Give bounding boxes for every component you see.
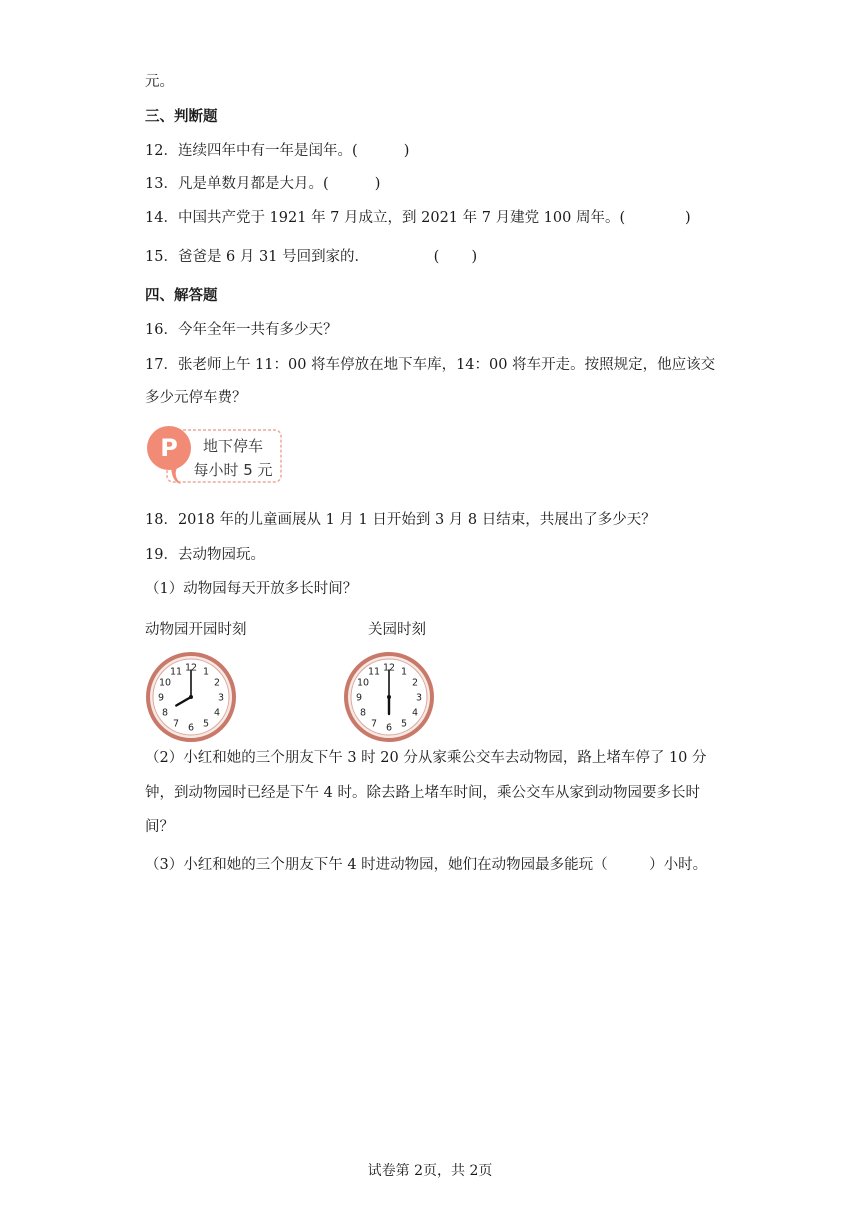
question-19-part1: （1）动物园每天开放多长时间？ — [145, 581, 358, 597]
clock-number: 5 — [400, 718, 408, 730]
question-19-part2-line3: 间？ — [145, 819, 174, 835]
question-19-part2-line2: 钟，到动物园时已经是下午 4 时。除去路上堵车时间，乘公交车从家到动物园要多长时 — [145, 785, 700, 801]
clock-number: 3 — [415, 692, 423, 704]
clock-number: 10 — [356, 677, 370, 689]
clock-face-open — [145, 651, 237, 743]
open-time-caption: 动物园开园时刻 — [145, 622, 247, 638]
clock-number: 4 — [213, 707, 221, 719]
question-19-part2-line1: （2）小红和她的三个朋友下午 3 时 20 分从家乘公交车去动物园，路上堵车停了 10 分 — [145, 750, 707, 766]
question-12: 12．连续四年中有一年是闰年。( ) — [145, 143, 410, 159]
question-13: 13．凡是单数月都是大月。( ) — [145, 176, 381, 192]
section-heading-judgement: 三、判断题 — [145, 108, 218, 125]
question-19-part3: （3）小红和她的三个朋友下午 4 时进动物园，她们在动物园最多能玩（ ）小时。 — [145, 857, 708, 873]
question-18: 18．2018 年的儿童画展从 1 月 1 日开始到 3 月 8 日结束，共展出了多少天？ — [145, 512, 656, 528]
clock-number: 6 — [187, 722, 195, 734]
parking-p-letter: P — [160, 434, 178, 462]
close-clock — [343, 651, 435, 743]
question-17-line2: 多少元停车费？ — [145, 390, 247, 406]
page-footer: 试卷第 2页，共 2页 — [367, 1163, 493, 1179]
clock-number: 11 — [367, 666, 381, 678]
clock-number: 3 — [217, 692, 225, 704]
question-15: 15．爸爸是 6 月 31 号回到家的． ( ) — [145, 249, 478, 265]
clock-number: 7 — [172, 718, 180, 730]
clock-number: 10 — [158, 677, 172, 689]
parking-sign-line2: 每小时 5 元 — [193, 461, 273, 479]
clock-number: 9 — [157, 692, 165, 704]
line-yuan: 元。 — [145, 74, 174, 90]
clock-number: 1 — [202, 666, 210, 678]
clock-number: 2 — [411, 677, 419, 689]
clock-number: 6 — [385, 722, 393, 734]
clock-number: 12 — [382, 662, 396, 674]
clock-number: 12 — [184, 662, 198, 674]
clock-number: 1 — [400, 666, 408, 678]
parking-sign-graphic — [145, 424, 285, 486]
clock-face-close — [343, 651, 435, 743]
parking-sign-line1: 地下停车 — [202, 437, 264, 455]
clock-number: 4 — [411, 707, 419, 719]
clock-number: 8 — [359, 707, 367, 719]
section-heading-solve: 四、解答题 — [145, 287, 218, 304]
question-17-line1: 17．张老师上午 11：00 将车停放在地下车库，14：00 将车开走。按照规定，他应该交 — [145, 357, 716, 373]
close-time-caption: 关园时刻 — [368, 622, 426, 638]
question-19: 19．去动物园玩。 — [145, 547, 265, 563]
clock-number: 5 — [202, 718, 210, 730]
open-clock — [145, 651, 237, 743]
question-14: 14．中国共产党于 1921 年 7 月成立，到 2021 年 7 月建党 100 周年。( ) — [145, 210, 691, 226]
parking-sign — [145, 424, 285, 486]
clock-number: 9 — [355, 692, 363, 704]
clock-number: 8 — [161, 707, 169, 719]
clock-number: 7 — [370, 718, 378, 730]
question-16: 16．今年全年一共有多少天？ — [145, 322, 338, 338]
clock-number: 2 — [213, 677, 221, 689]
clock-number: 11 — [169, 666, 183, 678]
